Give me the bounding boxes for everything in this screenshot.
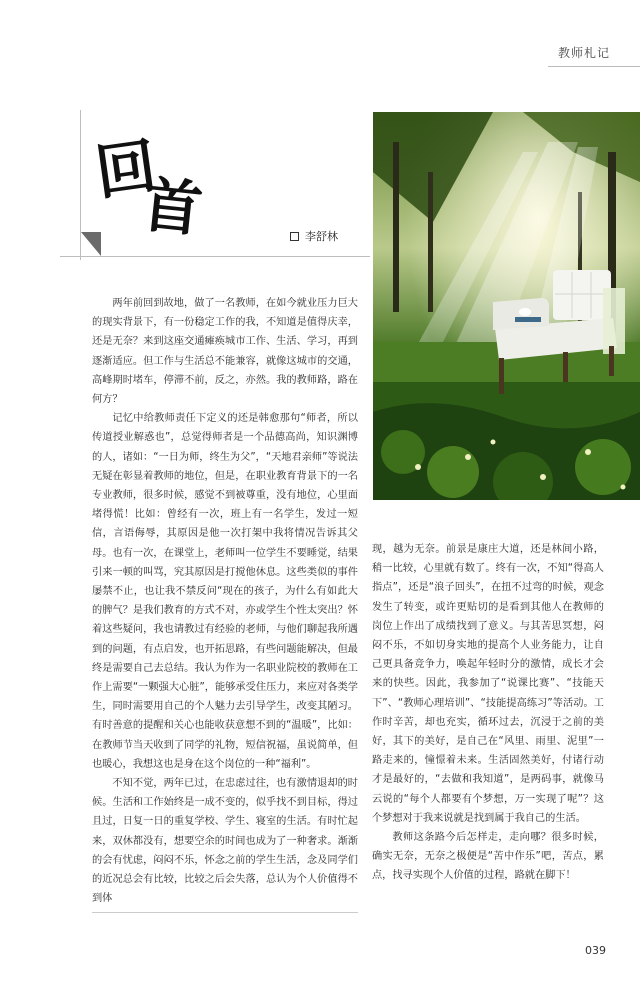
paragraph: 现，越为无奈。前景是康庄大道，还是林间小路，稍一比较，心里就有数了。终有一次，不知“得高人指点”，还是“浪子回头”，在扭不过弯的时候，观念发生了转变，或许更贴切的是看到其他人在教师的岗位上作出了成绩找到了意义。与其苦思冥想，闷闷不乐，不如切身实地的提高个人业务能力，让自己更具备竞争力，唤起年轻时分的激情，成长才会来的快些。因此，我参加了“说课比赛”、“技能天下”、“教师心理培训”、“技能提高练习”等活动。工作时辛苦，却也充实，循环过去，沉浸于之前的美好，其下的美好，是自己在“风里、雨里、泥里”一路走来的，憧憬着未来。生活固然美好，付诸行动才是最好的，“去做和我知道”，是两码事，就像马云说的“每个人都要有个梦想，万一实现了呢”？这个梦想对于我来说就是找到属于我自己的生活。 [372, 544, 604, 824]
header-divider [548, 66, 640, 67]
square-bullet-icon [290, 232, 299, 241]
title-char-2: 首 [138, 170, 206, 246]
paragraph: 不知不觉，两年已过，在忠虑过往，也有激情退却的时候。生活和工作始终是一成不变的，似乎找不到目标，得过且过，日复一日的重复学校、学生、寝室的生活。有时忙起来，双休都没有，想要空余的时间也成为了一种奢求。渐渐的会有忧虑，闷闷不乐，怀念之前的学生生活，念及同学们的近况总会有比较，比较之后会失落，总认为个人价值得不到体 [92, 778, 358, 905]
article-body-left-column [92, 294, 358, 909]
armchair-forest-photo [373, 112, 640, 500]
author-byline [290, 228, 338, 244]
author-name: 李舒林 [305, 230, 338, 243]
paragraph: 记忆中给教师责任下定义的还是韩愈那句“师者，所以传道授业解惑也”，总觉得师者是一个品德高尚，知识渊博的人，诸如：“一日为师，终生为父”，“天地君亲师”等说法无疑在彰显着教师的地位，但是，在职业教育背景下的一名专业教师，很多时候，感觉不到被尊重，没有地位，心里面堵得慌！比如：曾经有一次，班上有一名学生，发过一短信，言语侮辱，其原因是他一次打架中我将情况告诉其父母。也有一次，在课堂上，老师叫一位学生不要睡觉，结果引来一顿的叫骂，究其原因是打搅他休息。这些类似的事件屡禁不止，也让我不禁反问“现在的孩子，为什么有如此大的脾气？是我们教育的方式不对，亦或学生个性太突出？怀着这些疑问，我也请教过有经验的老师，与他们聊起我所遇到的问题，有点启发，也开拓思路，有些问题能解决，但最终是需要自己去总结。我认为作为一名职业院校的教师在工作上需要“一颗强大心脏”，能够承受住压力，来应对各类学生，同时需要用自己的个人魅力去引导学生，改变其陋习。有时善意的提醒和关心也能收获意想不到的“温暖”，比如：在教师节当天收到了同学的礼物，短信祝福，虽说简单，但也暖心，我想这也是身在这个岗位的一种“福利”。 [92, 413, 358, 770]
section-label: 教师札记 [557, 46, 610, 60]
title-horizontal-rule [60, 256, 370, 257]
page-number: 039 [585, 944, 606, 957]
title-char-1: 回 [91, 131, 161, 209]
paragraph: 教师这条路今后怎样走，走向哪？很多时候，确实无奈，无奈之极便是“苦中作乐”吧，苦点，累点，找寻实现个人价值的过程，路就在脚下！ [372, 832, 604, 882]
column-bottom-rule [92, 912, 358, 913]
article-body-right-column [372, 540, 604, 886]
corner-triangle-icon [81, 232, 101, 256]
paragraph: 两年前回到故地，做了一名教师，在如今就业压力巨大的现实背景下，有一份稳定工作的我，不知道是值得庆幸，还是无奈？来到这座交通瘫痪城市工作、生活、学习，再到逐渐适应。但工作与生活总不能兼容，就像这城市的交通，高峰期时堵车，停滞不前，反之，亦然。我的教师路，路在何方？ [92, 298, 358, 406]
